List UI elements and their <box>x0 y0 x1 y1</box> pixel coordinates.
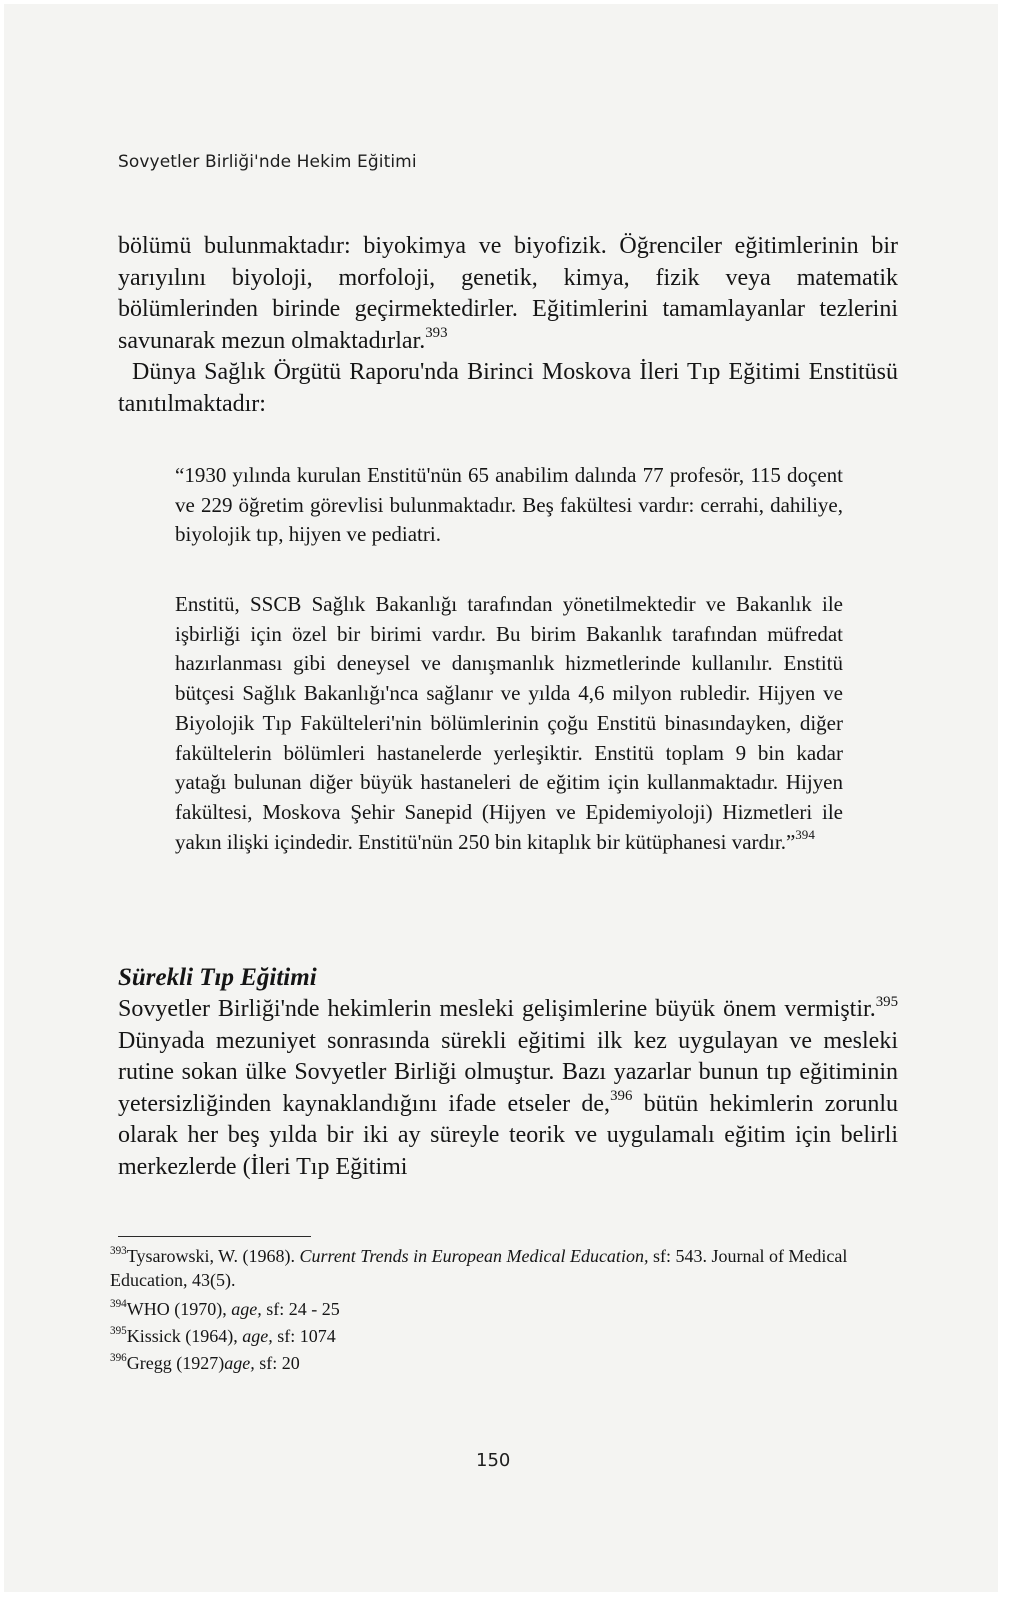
paragraph-text: bütün hekimlerin zorunlu olarak her beş yılda bir iki ay süreyle teorik ve uygulamalı eğitim için belirli merkezlerde (İleri Tıp Eğitimi <box>118 1090 899 1180</box>
paragraph-text: Dünyada mezuniyet sonrasında sürekli eğitimi ilk kez uygulayan ve mesleki rutine sokan ülke Sovyetler Birliği olmuştur. Bazı yazarlar bunun tıp eğitiminin yetersizliğinden kaynaklandığını ifade etseler de, <box>118 1027 898 1117</box>
footnote-number: 396 <box>110 1351 127 1364</box>
footnote-text: sf: 20 <box>254 1353 300 1373</box>
paragraph-who-report: Dünya Sağlık Örgütü Raporu'nda Birinci Moskova İleri Tıp Eğitimi Enstitüsü tanıtılmaktadır: <box>118 359 898 417</box>
footnote-number: 393 <box>110 1244 127 1257</box>
footnote-title: Current Trends in European Medical Education, <box>299 1246 649 1266</box>
footnote-text: Kissick (1964), <box>126 1326 243 1346</box>
block-quote-first: “1930 yılında kurulan Enstitü'nün 65 anabilim dalında 77 profesör, 115 doçent ve 229 öğretim görevlisi bulunmaktadır. Beş fakültesi vardır: cerrahi, dahiliye, biyolojik tıp, hijyen ve pediatri. <box>175 463 843 547</box>
footnote-ref[interactable]: 393 <box>425 325 448 342</box>
footnote-title: age, <box>231 1299 262 1319</box>
footnote-395 <box>110 1324 910 1348</box>
footnote-number: 395 <box>110 1324 127 1337</box>
footnote-ref[interactable]: 396 <box>610 1088 633 1105</box>
footnote-text: WHO (1970), <box>126 1299 232 1319</box>
footnote-text: Tysarowski, W. (1968). <box>126 1246 300 1266</box>
footnote-text: sf: 543. Journal of Medical Education, 43(5). <box>110 1246 848 1290</box>
footnote-divider <box>118 1236 311 1237</box>
footnote-393 <box>110 1244 910 1292</box>
block-quote-second <box>175 590 843 857</box>
footnote-ref[interactable]: 394 <box>795 827 815 843</box>
footnote-ref[interactable]: 395 <box>875 993 898 1010</box>
page-number: 150 <box>476 1450 511 1471</box>
paragraph-text: bölümü bulunmaktadır: biyokimya ve biyofizik. Öğrenciler eğitimlerinin bir yarıyılını biyoloji, morfoloji, genetik, kimya, fizik veya matematik bölümlerinden birinde geçirmektedirler. Eğitimlerini tamamlayanlar tezlerini savunarak mezun olmaktadırlar. <box>118 233 898 354</box>
footnote-text: Gregg (1927) <box>126 1353 225 1373</box>
quote-text: Enstitü, SSCB Sağlık Bakanlığı tarafından yönetilmektedir ve Bakanlık ile işbirliği için özel bir birimi vardır. Bu birim Bakanlık tarafından müfredat hazırlanması gibi deneysel ve danışmanlık hizmetlerinde kullanılır. Enstitü bütçesi Sağlık Bakanlığı'nca sağlanır ve yılda 4,6 milyon rubledir. Hijyen ve Biyolojik Tıp Fakülteleri'nin bölümlerinin çoğu Enstitü binasındayken, diğer fakültelerin bölümleri hastanelerde yerleşiktir. Enstitü toplam 9 bin kadar yatağı bulunan diğer büyük hastaneleri de eğitim için kullanmaktadır. Hijyen fakültesi, Moskova Şehir Sanepid (Hijyen ve Epidemiyoloji) Hizmetleri ile yakın ilişki içindedir. Enstitü'nün 250 bin kitaplık bir kütüphanesi vardır.” <box>175 592 843 854</box>
running-head: Sovyetler Birliği'nde Hekim Eğitimi <box>118 152 417 172</box>
footnote-text: sf: 24 - 25 <box>261 1299 340 1319</box>
paragraph-continuation <box>118 231 898 357</box>
footnote-396 <box>110 1351 910 1375</box>
section-heading: Sürekli Tıp Eğitimi <box>118 964 317 991</box>
book-page <box>4 4 998 1592</box>
paragraph-continuing-education <box>118 994 898 1183</box>
footnote-text: sf: 1074 <box>272 1326 336 1346</box>
footnote-title: age, <box>224 1353 255 1373</box>
footnote-title: age, <box>242 1326 273 1346</box>
footnote-394 <box>110 1297 910 1321</box>
paragraph-text: Sovyetler Birliği'nde hekimlerin mesleki gelişimlerine büyük önem vermiştir. <box>118 996 876 1022</box>
footnote-number: 394 <box>110 1297 127 1310</box>
